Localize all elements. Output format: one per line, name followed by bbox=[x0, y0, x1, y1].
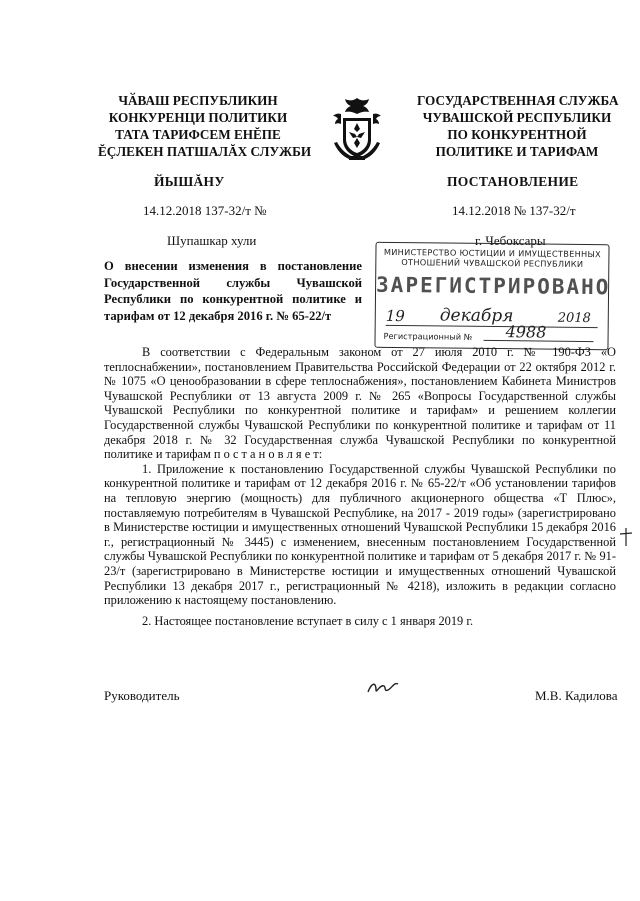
registration-stamp bbox=[374, 242, 609, 350]
date-number-chuvash: 14.12.2018 137-32/т № bbox=[143, 203, 267, 218]
body-item-2: 2. Настоящее постановление вступает в силу с 1 января 2019 г. bbox=[142, 613, 474, 628]
subject-line: Республики по конкурентной политике и bbox=[104, 292, 362, 306]
header-left-line: ТАТА ТАРИФСЕМ ЕНĔПЕ bbox=[115, 127, 281, 142]
document-body bbox=[104, 345, 616, 628]
coat-of-arms-icon bbox=[327, 92, 387, 164]
body-item-1: 1. Приложение к постановлению Государственной службы Чувашской Республики по конкурентной политике и тарифам от 12 декабря 2016 г. № 65-22/т «Об установлении тарифов на тепловую энергию (мощность) для публичного акционерного общества «Т Плюс», поставляемую потребителям в Чувашской Республике, на 2017 - 2019 годы» (зарегистрировано в Министерстве юстиции и имущественных отношений Чувашской Республики 15 декабря 2016 г., регистрационный № 3445) с изменением, внесенным постановлением Государственной службы Чувашской Республики по конкурентной политике и тарифам от 5 декабря 2017 г. № 91-23/т (зарегистрировано в Министерстве юстиции и имущественных отношений Чувашской Республики 13 декабря 2017 г., регистрационный № 4218), изложить в редакции согласно приложению к настоящему постановлению. bbox=[104, 461, 616, 608]
stamp-month: декабря bbox=[439, 305, 514, 327]
signer-title: Руководитель bbox=[104, 688, 180, 703]
stamp-reg-label: Регистрационный № bbox=[383, 330, 473, 342]
header-right-line: ГОСУДАРСТВЕННАЯ СЛУЖБА bbox=[417, 93, 619, 108]
header-left-line: КОНКУРЕНЦИ ПОЛИТИКИ bbox=[108, 110, 288, 125]
header-right-line: ЧУВАШСКОЙ РЕСПУБЛИКИ bbox=[422, 110, 612, 125]
margin-plus-mark-icon bbox=[618, 526, 634, 548]
stamp-day: 19 bbox=[385, 306, 405, 326]
stamp-org-line: МИНИСТЕРСТВО ЮСТИЦИИ И ИМУЩЕСТВЕННЫХ bbox=[383, 246, 602, 260]
header-right-line: ПО КОНКУРЕНТНОЙ bbox=[447, 127, 587, 142]
subject-line: Государственной службы Чувашской bbox=[104, 275, 362, 290]
signer-name: М.В. Кадилова bbox=[535, 688, 618, 703]
doc-type-russian: ПОСТАНОВЛЕНИЕ bbox=[447, 174, 579, 189]
header-russian-agency-name bbox=[417, 92, 617, 160]
subject-line: О внесении изменения в постановление bbox=[104, 259, 362, 273]
header-right-line: ПОЛИТИКЕ И ТАРИФАМ bbox=[435, 144, 599, 159]
city-chuvash: Шупашкар хули bbox=[167, 233, 257, 248]
doc-type-chuvash: ЙЫШĂНУ bbox=[154, 174, 225, 189]
handwritten-signature-icon bbox=[364, 678, 404, 698]
stamp-year: 2018 bbox=[557, 310, 591, 327]
stamp-org bbox=[376, 247, 608, 269]
stamp-reg-number: 4988 bbox=[505, 322, 547, 342]
header-chuvash-agency-name bbox=[98, 92, 312, 160]
city-russian: г. Чебоксары bbox=[475, 233, 546, 248]
header-left-line: ĔÇЛЕКЕН ПАТШАЛĂХ СЛУЖБИ bbox=[98, 144, 312, 159]
body-preamble: В соответствии с Федеральным законом от 27 июля 2010 г. № 190-ФЗ «О теплоснабжении», постановлением Правительства Российской Федерации от 22 октября 2012 г. № 1075 «О ценообразовании в сфере теплоснабжения», постановлением Кабинета Министров Чувашской Республики от 13 августа 2009 г. № 265 «Вопросы Государственной службы Чувашской Республики по конкурентной политике и тарифам» и решением коллегии Государственной службы Чувашской Республики по конкурентной политике и тарифам от 11 декабря 2018 г. № 32 Государственная служба Чувашской Республики по конкурентной политике и тарифам п о с т а н о в л я е т: bbox=[104, 345, 616, 462]
header-left-line: ЧӐВАШ РЕСПУБЛИКИН bbox=[118, 93, 278, 108]
stamp-org-line: ОТНОШЕНИЙ ЧУВАШСКОЙ РЕСПУБЛИКИ bbox=[401, 257, 584, 269]
document-subject bbox=[104, 258, 362, 324]
date-number-russian: 14.12.2018 № 137-32/т bbox=[452, 203, 576, 218]
subject-line: тарифам от 12 декабря 2016 г. № 65-22/т bbox=[104, 308, 332, 323]
stamp-registered-title: ЗАРЕГИСТРИРОВАНО bbox=[375, 272, 611, 300]
